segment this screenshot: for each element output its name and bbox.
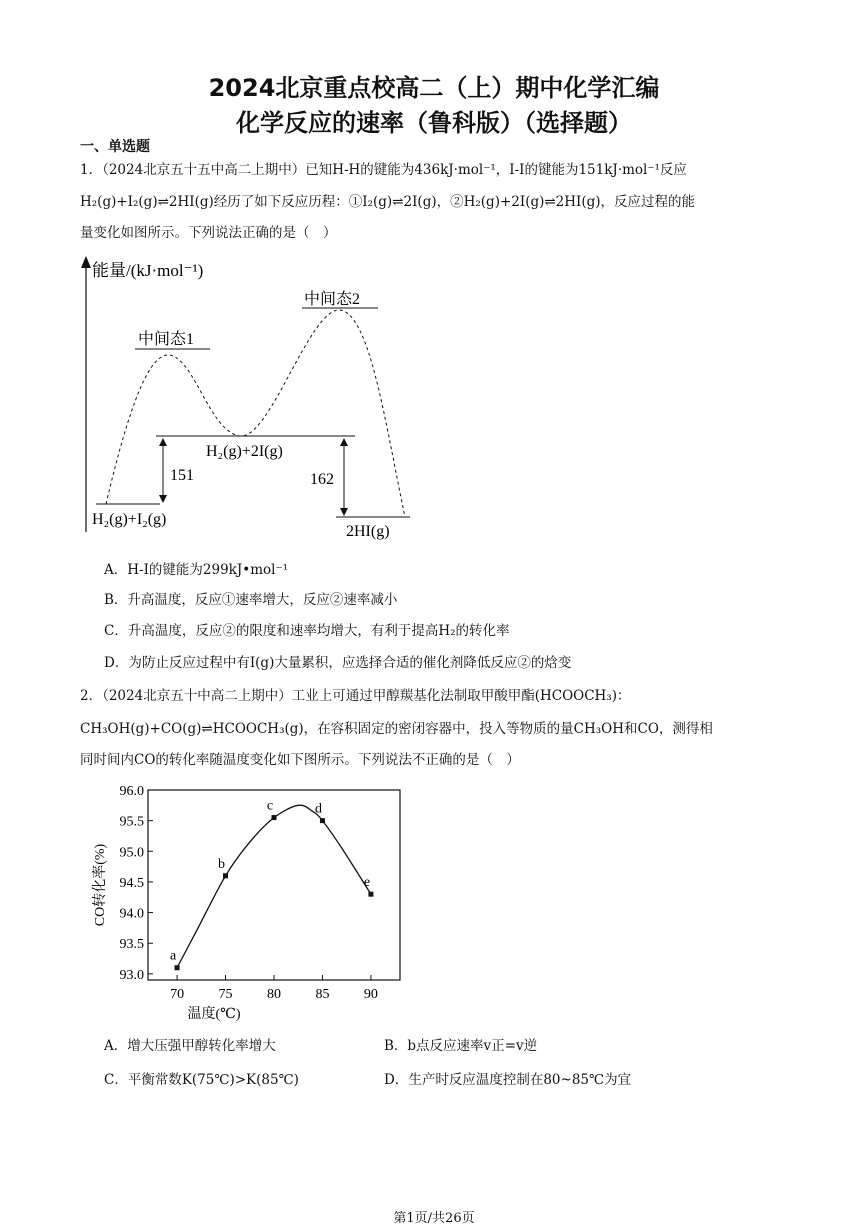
data-point-d [320, 818, 325, 823]
x-tick-label: 90 [363, 987, 378, 1002]
q2-stem-line2: CH₃OH(g)+CO(g)⇌HCOOCH₃(g)，在容积固定的密闭容器中，投入等物质的量CH₃OH和CO，测得相 [80, 721, 713, 737]
section-heading: 一、单选题 [80, 139, 150, 155]
conversion-curve [177, 805, 371, 968]
x-axis-label: 温度(℃) [187, 1007, 241, 1021]
q1-option-a: A．H-I的键能为299kJ•mol⁻¹ [104, 562, 289, 578]
q1-stem-line1: 1．（2024北京五十五中高二上期中）已知H-H的键能为436kJ·mol⁻¹，I-I的键能为151kJ·mol⁻¹反应 [80, 162, 687, 178]
x-tick-label: 75 [218, 987, 233, 1002]
data-label-e: e [363, 875, 371, 891]
y-tick-label: 94.5 [119, 875, 144, 891]
data-point-c [272, 815, 277, 820]
data-label-b: b [218, 856, 226, 872]
y-axis-label: CO转化率(%) [93, 843, 108, 927]
q2-option-c: C．平衡常数K(75℃)>K(85℃) [104, 1072, 299, 1088]
q2-stem-line1: 2．（2024北京五十中高二上期中）工业上可通过甲醇羰基化法制取甲酸甲酯(HCOOCH₃)： [80, 688, 631, 704]
data-point-b [223, 873, 228, 878]
page-number: 第1页/共26页 [393, 1211, 475, 1226]
x-tick-label: 70 [170, 987, 185, 1002]
left-level-label: H₂(g)+I₂(g) [92, 511, 167, 528]
data-label-c: c [266, 798, 274, 814]
q1-stem-line2: H₂(g)+I₂(g)⇌2HI(g)经历了如下反应历程：①I₂(g)⇌2I(g)，②H₂(g)+2I(g)⇌2HI(g)，反应过程的能 [80, 194, 696, 210]
y-tick-label: 93.5 [119, 937, 144, 953]
gap-right-value: 162 [310, 471, 334, 488]
peak1-label: 中间态1 [138, 331, 195, 348]
q2-option-a: A．增大压强甲醇转化率增大 [104, 1038, 276, 1054]
data-label-a: a [169, 948, 177, 964]
x-tick-label: 85 [315, 987, 330, 1002]
y-tick-label: 95.0 [119, 845, 144, 861]
y-tick-label: 94.0 [119, 906, 144, 922]
gap-left-value: 151 [170, 467, 194, 484]
q1-option-c: C．升高温度，反应②的限度和速率均增大，有利于提高H₂的转化率 [104, 623, 510, 639]
y-tick-label: 96.0 [119, 784, 144, 799]
middle-level-label: H₂(g)+2I(g) [206, 443, 283, 460]
q1-stem-line3: 量变化如图所示。下列说法正确的是（ ） [80, 225, 337, 241]
q2-option-d: D．生产时反应温度控制在80~85℃为宜 [384, 1072, 632, 1088]
energy-diagram [70, 252, 420, 547]
data-point-e [368, 892, 373, 897]
x-tick-label: 80 [267, 987, 281, 1002]
q1-option-b: B．升高温度，反应①速率增大，反应②速率减小 [104, 592, 398, 608]
q2-option-b: B．b点反应速率v正=v逆 [384, 1038, 538, 1054]
q1-option-d: D．为防止反应过程中有I(g)大量累积，应选择合适的催化剂降低反应②的焓变 [104, 655, 572, 671]
document-title-line1: 2024北京重点校高二（上）期中化学汇编 [208, 74, 660, 102]
data-label-d: d [314, 801, 322, 817]
right-level-label: 2HI(g) [346, 523, 390, 540]
conversion-chart [80, 776, 420, 1021]
data-point-a [175, 965, 180, 970]
y-tick-label: 95.5 [119, 814, 144, 830]
y-axis-label: 能量/(kJ·mol⁻¹) [92, 261, 204, 280]
y-tick-label: 93.0 [119, 967, 144, 983]
peak2-label: 中间态2 [304, 291, 361, 308]
document-title-line2: 化学反应的速率（鲁科版）（选择题） [236, 109, 632, 137]
q2-stem-line3: 同时间内CO的转化率随温度变化如下图所示。下列说法不正确的是（ ） [80, 752, 520, 768]
